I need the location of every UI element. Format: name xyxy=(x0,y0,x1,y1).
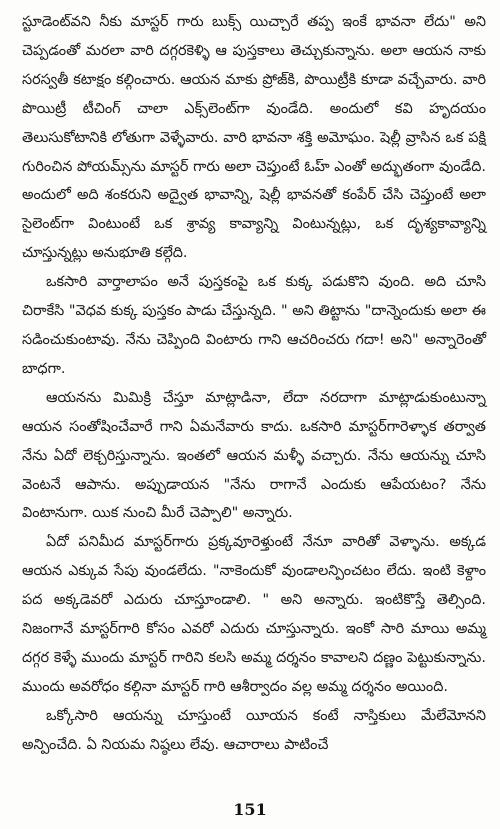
paragraph-continued: స్టూడెంట్‌వని నీకు మాస్టర్ గారు బుక్స్ యిచ్చారే తప్ప ఇంకే భావనా లేదు" అని చెప్పడంతో మరలా వారి దగ్గరకెళ్ళి ఆ పుస్తకాలు తెచ్చుకున్నాను. అలా ఆయన నాకు సరస్వతీ కటాక్షం కల్గించారు. ఆయన మాకు ప్రోజ్‌కి, పొయిట్రీకి కూడా వచ్చేవారు. వారి పొయిట్రీ టీచింగ్ చాలా ఎక్స్‌లెంట్‌గా వుండేది. అందులో కవి హృదయం తెలుసుకోటానికి లోతుగా వెళ్ళేవారు. వారి భావనా శక్తి అమోఘం. షెల్లీ వ్రాసిన ఒక పక్షి గురించిన పోయమ్స్‌ను మాస్టర్ గారు అలా చెప్తుంటే ఓహ్ ఎంతో అద్భుతంగా వుండేది. అందులో అది శంకరుని అద్వైత భావాన్ని, షెల్లీ భావనతో కంపేర్ చేసి చెప్తుంటే అలా సైలెంట్‌గా వింటుంటే ఒక శ్రావ్య కావ్యాన్ని వింటున్నట్లు, ఒక దృశ్యకావ్యాన్ని చూస్తున్నట్లు అనుభూతి కల్గేది. xyxy=(22,14,486,262)
paragraph-dog-and-book: ఒకసారి వార్తాలాపం అనే పుస్తకంపై ఒక కుక్క పడుకొని వుంది. అది చూసి చిరాకేసి "వెధవ కుక్క పుస్తకం పాడు చేస్తున్నది. " అని తిట్టాను "దాన్నెందుకు అలా ఈ సడించుకుంటావు. నేను చెప్పింది వింటారు గాని ఆచరించరు గదా! అని" అన్నారెంతో బాధగా. xyxy=(22,274,486,377)
paragraph-mimicry: ఆయనను మిమిక్రి చేస్తూ మాట్లాడినా, లేదా నరదాగా మాట్లాడుకుంటున్నా ఆయన సంతోషించేవారే గాని ఏమనేవారు కాదు. ఒకసారి మాస్టర్‌గారెళ్ళాక తర్వాత నేను ఏదో లెక్చరిస్తున్నాను. ఇంతలో ఆయన మళ్ళీ వచ్చారు. నేను ఆయన్ను చూసి వెంటనే ఆపాను. అప్పుడాయన "నేను రాగానే ఎందుకు ఆపేయటం? నేను వింటానుగా. యిక నుంచి మీరే చెప్పాలి" అన్నారు. xyxy=(22,389,486,522)
page-number: 151 xyxy=(233,800,267,819)
paragraph-closing: ఒక్కోసారి ఆయన్ను చూస్తుంటే యీయన కంటే నాస్తికులు మేలేమోనని అన్పించేది. ఏ నియమ నిష్ఠలు లేవు. ఆచారాలు పాటించే xyxy=(22,707,486,753)
paragraph-trip: ఏదో పనిమీద మాస్టర్‌గారు ప్రక్కవూరెళ్తుంటే నేనూ వారితో వెళ్ళాను. అక్కడ ఆయన ఎక్కువ సేపు వుండలేదు. "నాకెందుకో వుండాలన్పించటం లేదు. ఇంటి కెళ్దాం పద అక్కడెవరో ఎదురు చూస్తూండాలి. " అని అన్నారు. ఇంటికొస్తే తెల్సింది. నిజంగానే మాస్టర్‌గారి కోసం ఎవరో ఎదురు చూస్తున్నారు. ఇంకో సారి మాయి అమ్మ దగ్గర కెళ్ళే ముందు మాస్టర్ గారిని కలసి అమ్మ దర్శనం కావాలని దణ్ణం పెట్టుకున్నాను. ముందు అవరోధం కల్గినా మాస్టర్ గారి ఆశీర్వాదం వల్ల అమ్మ దర్శనం అయింది. xyxy=(22,534,486,695)
body-text xyxy=(22,8,486,760)
